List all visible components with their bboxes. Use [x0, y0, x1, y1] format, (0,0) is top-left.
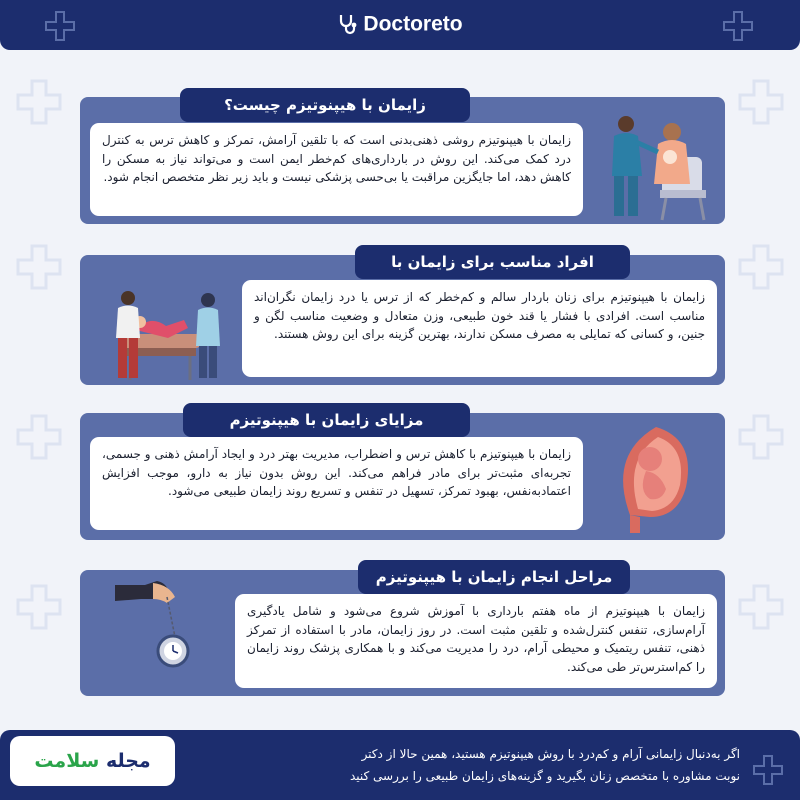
- brand-name: Doctoreto: [363, 12, 463, 36]
- section-title-benefits: مزایای زایمان با هیپنوتیزم: [183, 403, 470, 437]
- stethoscope-icon: [337, 13, 359, 35]
- salamat-magazine-badge[interactable]: [10, 736, 175, 786]
- section-body-steps: زایمان با هیپنوتیزم از ماه هفتم بارداری با آموزش شروع می‌شود و شامل یادگیری آرام‌سازی، تنفس کنترل‌شده و تلقین مثبت است. در روز زایمان، مادر با استفاده از تمرکز ذهنی، تنفس ریتمیک و محیطی آرام، درد را مدیریت می‌کند و با همکاری پزشک روند زایمان را کم‌استرس‌تر طی می‌کند.: [235, 594, 717, 688]
- medical-cross-icon: [748, 750, 788, 790]
- brand-word-majale: مجله: [105, 750, 151, 772]
- section-title-suitable-people: افراد مناسب برای زایمان با: [355, 245, 630, 279]
- brand-logo[interactable]: [0, 12, 800, 36]
- footer-line-1: اگر به‌دنبال زایمانی آرام و کم‌درد با روش هیپنوتیزم هستید، همین حالا از دکتر: [361, 747, 740, 761]
- delivery-bed-illustration: [100, 284, 225, 382]
- section-body-benefits: زایمان با هیپنوتیزم با کاهش ترس و اضطراب، مدیریت بهتر درد و ایجاد آرامش ذهنی و جسمی، تجربه‌ای مثبت‌تر برای مادر فراهم می‌کند. این روش بدون نیاز به دارو، موجب افزایش اعتماد‌به‌نفس، بهبود تمرکز، تسهیل در تنفس و تسریع روند زایمان طبیعی می‌شود.: [90, 437, 583, 530]
- section-title-what-is: زایمان با هیپنوتیزم چیست؟: [180, 88, 470, 122]
- section-title-steps: مراحل انجام زایمان با هیپنوتیزم: [358, 560, 630, 594]
- header-bar: [0, 0, 800, 50]
- fetus-womb-illustration: [610, 415, 700, 535]
- footer-line-2: نوبت مشاوره با متخصص زنان بگیرید و گزینه‌های زایمان طبیعی را بررسی کنید: [349, 769, 740, 783]
- hypnosis-pocket-watch-illustration: [115, 575, 195, 675]
- footer-cta-text: [140, 743, 740, 789]
- section-body-suitable-people: زایمان با هیپنوتیزم برای زنان باردار سالم و کم‌خطر که از ترس یا درد زایمان نگران‌اند مناسب است. افرادی با فشار یا قند خون طبیعی، وزن متعادل و وضعیت مناسب لگن و جنین، و کسانی که تمایلی به مصرف مسکن ندارند، بهترین گزینه برای این روش هستند.: [242, 280, 717, 377]
- brand-word-salamat: سلامت: [34, 750, 100, 772]
- section-body-what-is: زایمان با هیپنوتیزم روشی ذهنی‌بدنی است که با تلقین آرامش، تمرکز و کاهش ترس به کنترل درد کمک می‌کند. این روش در بارداری‌های کم‌خطر ایمن است و می‌تواند نیاز به مسکن را کاهش دهد، اما جایگزین مراقبت یا بی‌حسی پزشکی نیست و باید زیر نظر متخصص انجام شود.: [90, 123, 583, 216]
- nurse-mother-baby-illustration: [600, 102, 718, 222]
